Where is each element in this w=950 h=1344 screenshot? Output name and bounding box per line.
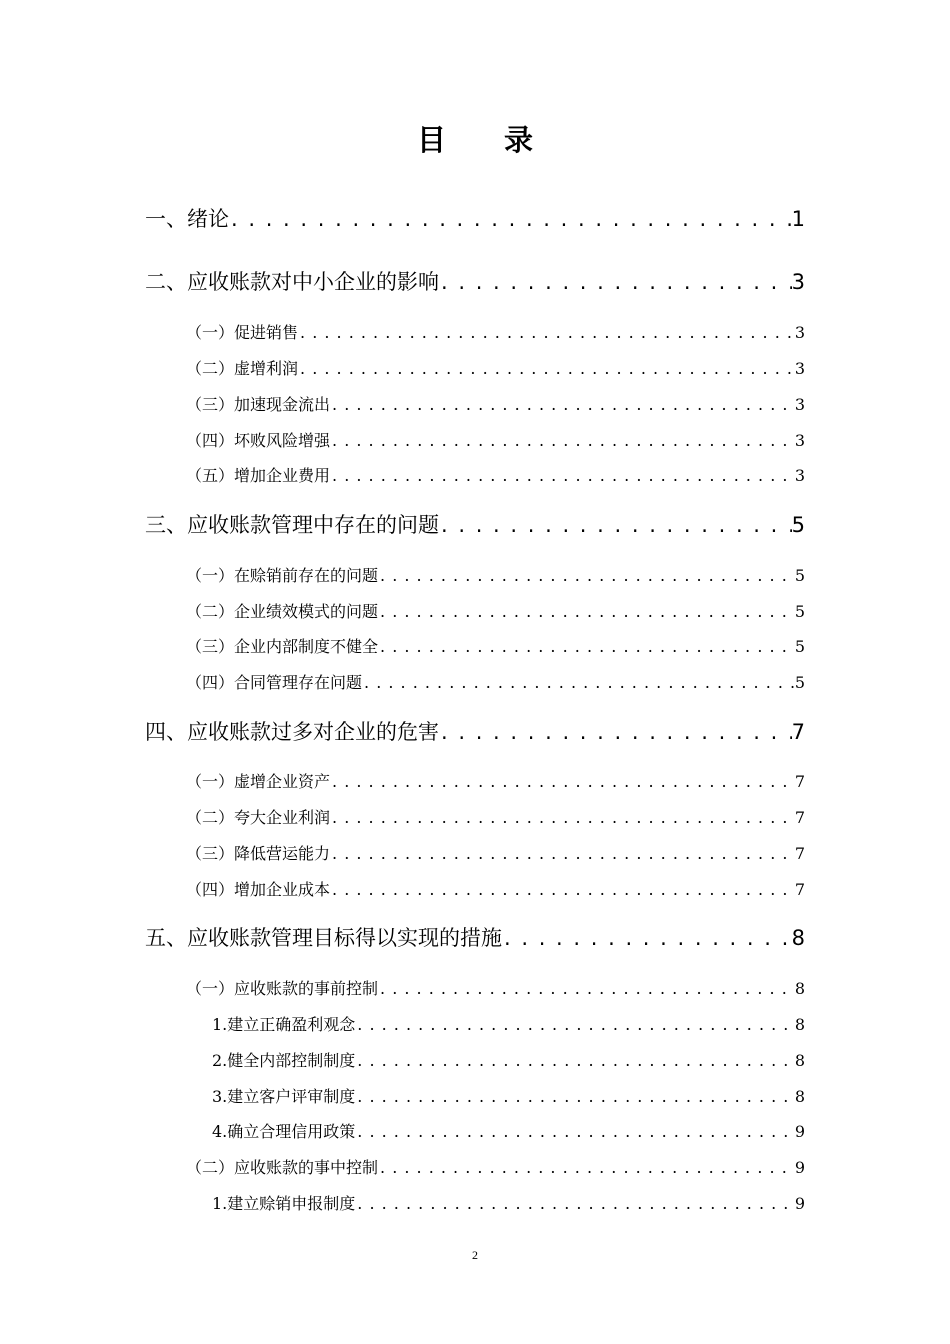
toc-entry-page: 8 [794,1087,805,1106]
toc-entry-page: 9 [794,1158,805,1177]
toc-entry-page: 5 [791,513,805,537]
toc-entry-page: 9 [794,1122,805,1141]
toc-entry-label: （一）促进销售 [186,323,299,342]
leader-dots [378,602,795,621]
leader-dots [330,431,795,450]
toc-entry-label: （一）在赊销前存在的问题 [186,566,379,585]
leader-dots [502,926,792,950]
toc-entry-label: 1.建立赊销申报制度 [212,1194,356,1213]
toc-entry-chapter-5[interactable] [145,922,805,952]
toc-entry-label: 4.确立合理信用政策 [212,1122,356,1141]
leader-dots [355,1015,795,1034]
toc-entry-section[interactable] [186,599,805,622]
leader-dots [355,1051,795,1070]
toc-entry-section[interactable] [186,392,805,415]
toc-entry-subsection[interactable] [212,1012,805,1035]
toc-entry-section[interactable] [186,769,805,792]
leader-dots [330,395,795,414]
toc-entry-section[interactable] [186,670,805,693]
toc-entry-page: 5 [794,566,805,585]
toc-entry-label: 2.健全内部控制制度 [212,1051,356,1070]
leader-dots [355,1087,795,1106]
leader-dots [330,772,795,791]
toc-entry-label: 四、应收账款过多对企业的危害 [145,720,439,744]
toc-entry-label: （三）降低营运能力 [186,844,331,863]
leader-dots [378,979,795,998]
toc-entry-section[interactable] [186,463,805,486]
leader-dots [439,270,792,294]
toc-entry-chapter-3[interactable] [145,509,805,539]
toc-entry-label: （四）合同管理存在问题 [186,673,363,692]
toc-entry-label: （二）企业绩效模式的问题 [186,602,379,621]
toc-entry-chapter-2[interactable] [145,266,805,296]
leader-dots [298,323,795,342]
toc-entry-chapter-1[interactable] [145,203,805,233]
toc-entry-section[interactable] [186,563,805,586]
toc-entry-page: 7 [794,880,805,899]
toc-entry-page: 8 [791,926,805,950]
toc-entry-page: 3 [794,466,805,485]
leader-dots [355,1194,795,1213]
toc-entry-page: 3 [794,359,805,378]
toc-entry-page: 3 [794,323,805,342]
toc-entry-section[interactable] [186,841,805,864]
toc-entry-page: 9 [794,1194,805,1213]
leader-dots [229,207,792,231]
toc-entry-label: （四）增加企业成本 [186,880,331,899]
toc-entry-subsection[interactable] [212,1119,805,1142]
toc-entry-label: （二）应收账款的事中控制 [186,1158,379,1177]
leader-dots [330,844,795,863]
page-number: 2 [472,1248,478,1262]
toc-entry-page: 7 [794,772,805,791]
leader-dots [378,566,795,585]
toc-entry-chapter-4[interactable] [145,716,805,746]
toc-entry-page: 7 [794,844,805,863]
toc-entry-label: 3.建立客户评审制度 [212,1087,356,1106]
toc-entry-section[interactable] [186,976,805,999]
leader-dots [362,673,795,692]
leader-dots [330,880,795,899]
toc-entry-page: 5 [794,602,805,621]
toc-entry-label: （一）应收账款的事前控制 [186,979,379,998]
toc-entry-page: 3 [794,431,805,450]
toc-entry-page: 1 [791,207,805,231]
toc-entry-page: 3 [794,395,805,414]
toc-entry-subsection[interactable] [212,1048,805,1071]
toc-entry-label: （四）坏败风险增强 [186,431,331,450]
leader-dots [378,1158,795,1177]
toc-entry-subsection[interactable] [212,1084,805,1107]
toc-entry-page: 8 [794,1015,805,1034]
toc-entry-label: （五）增加企业费用 [186,466,331,485]
leader-dots [439,513,792,537]
toc-entry-page: 7 [791,720,805,744]
toc-entry-subsection[interactable] [212,1191,805,1214]
toc-entry-label: 一、绪论 [145,207,229,231]
leader-dots [355,1122,795,1141]
toc-entry-label: 1.建立正确盈利观念 [212,1015,356,1034]
leader-dots [330,808,795,827]
toc-entry-section[interactable] [186,1155,805,1178]
toc-entry-page: 7 [794,808,805,827]
leader-dots [330,466,795,485]
toc-entry-label: （一）虚增企业资产 [186,772,331,791]
toc-entry-section[interactable] [186,356,805,379]
toc-entry-page: 5 [794,637,805,656]
toc-entry-label: （三）企业内部制度不健全 [186,637,379,656]
leader-dots [378,637,795,656]
leader-dots [439,720,792,744]
leader-dots [298,359,795,378]
toc-entry-page: 8 [794,979,805,998]
toc-entry-label: （三）加速现金流出 [186,395,331,414]
toc-entry-page: 8 [794,1051,805,1070]
toc-entry-section[interactable] [186,634,805,657]
toc-entry-section[interactable] [186,428,805,451]
toc-entry-label: （二）夸大企业利润 [186,808,331,827]
toc-entry-section[interactable] [186,877,805,900]
toc-entry-page: 3 [791,270,805,294]
toc-entry-label: 二、应收账款对中小企业的影响 [145,270,439,294]
toc-entry-section[interactable] [186,320,805,343]
toc-entry-label: （二）虚增利润 [186,359,299,378]
toc-entry-label: 五、应收账款管理目标得以实现的措施 [145,926,502,950]
toc-entry-label: 三、应收账款管理中存在的问题 [145,513,439,537]
toc-entry-section[interactable] [186,805,805,828]
page-title: 目录 [416,123,591,157]
toc-entry-page: 5 [794,673,805,692]
